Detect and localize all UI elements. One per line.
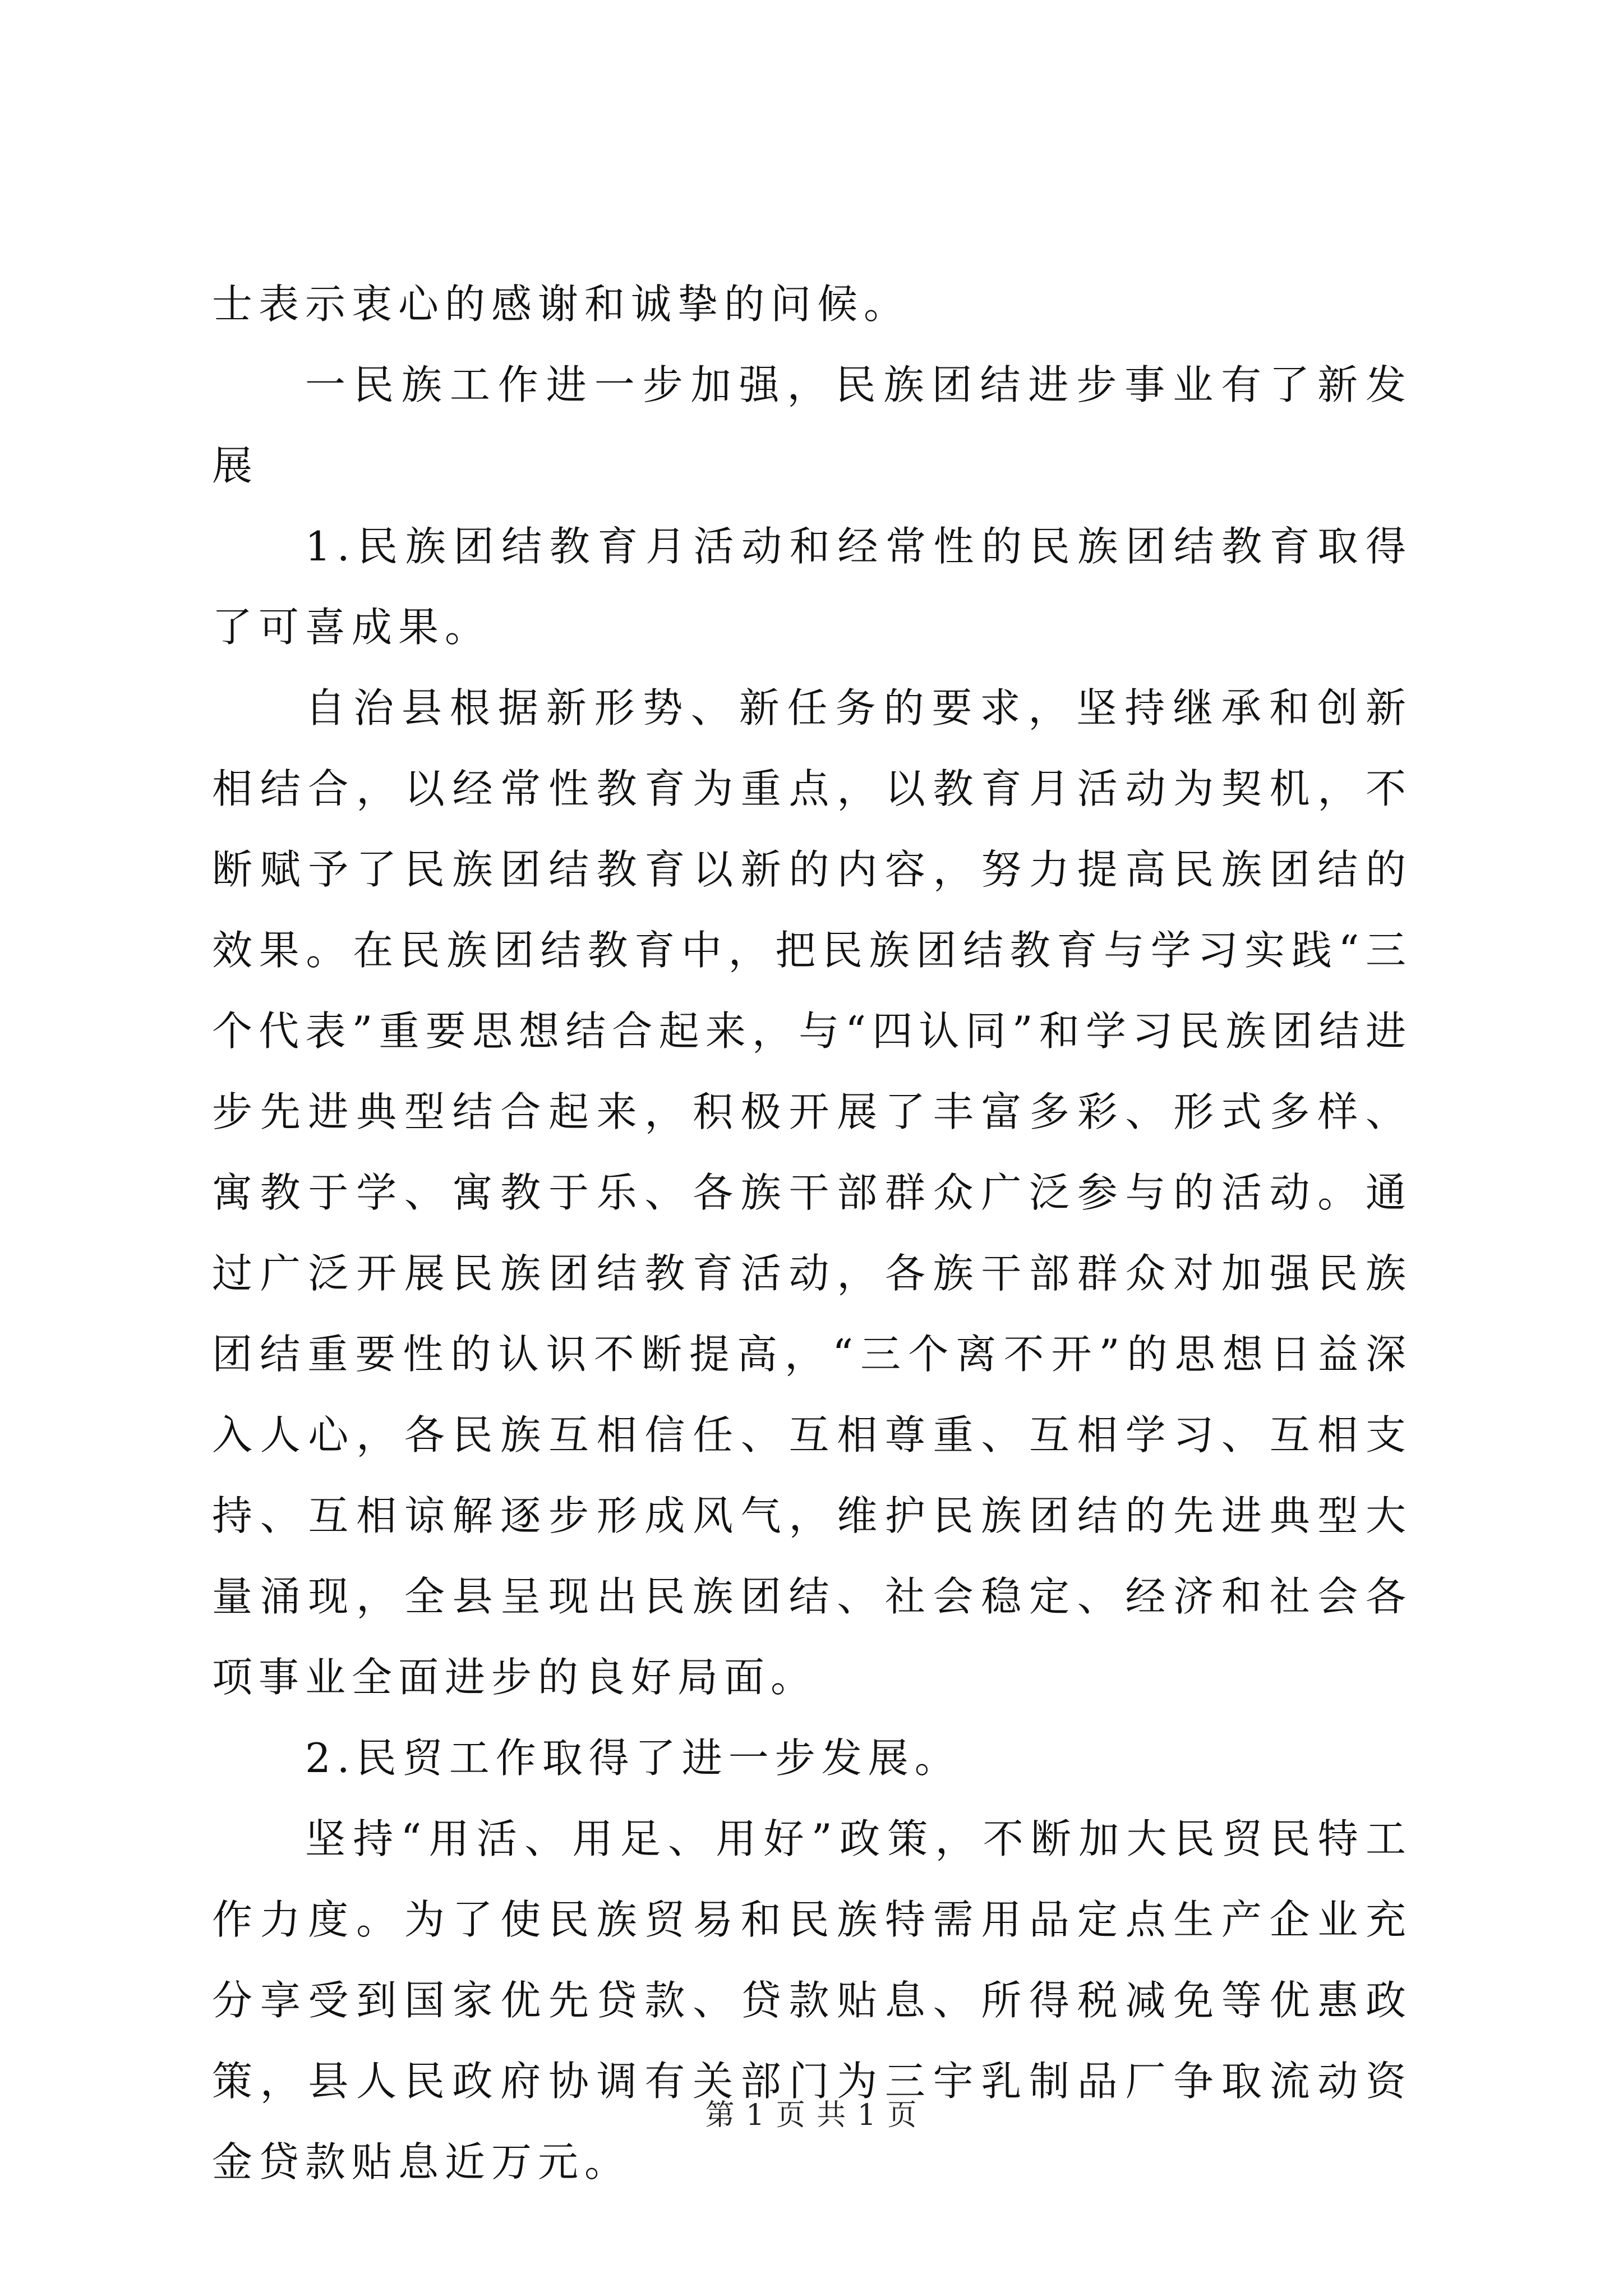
paragraph-continuation: 士表示衷心的感谢和诚挚的问候。: [212, 280, 911, 328]
section-heading: 一民族工作进一步加强，民族团结进步事业有了新发展: [212, 361, 1412, 489]
subsection-heading-1: 1.民族团结教育月活动和经常性的民族团结教育取得了可喜成果。: [212, 523, 1412, 651]
subsection-heading-2: 2.民贸工作取得了进一步发展。: [305, 1734, 961, 1782]
document-body: [212, 264, 1412, 2202]
paragraph-trade-policy: 坚持“用活、用足、用好”政策，不断加大民贸民特工作力度。为了使民族贸易和民族特需用品定点生产企业充分享受到国家优先贷款、贷款贴息、所得税减免等优惠政策，县人民政府协调有关部门为三宇乳制品厂争取流动资金贷款贴息近万元。: [212, 1815, 1412, 2185]
page-footer: 第 1 页 共 1 页: [705, 2099, 918, 2132]
paragraph-education: 自治县根据新形势、新任务的要求，坚持继承和创新相结合，以经常性教育为重点，以教育月活动为契机，不断赋予了民族团结教育以新的内容，努力提高民族团结的效果。在民族团结教育中，把民族团结教育与学习实践“三个代表”重要思想结合起来，与“四认同”和学习民族团结进步先进典型结合起来，积极开展了丰富多彩、形式多样、寓教于学、寓教于乐、各族干部群众广泛参与的活动。通过广泛开展民族团结教育活动，各族干部群众对加强民族团结重要性的认识不断提高，“三个离不开”的思想日益深入人心，各民族互相信任、互相尊重、互相学习、互相支持、互相谅解逐步形成风气，维护民族团结的先进典型大量涌现，全县呈现出民族团结、社会稳定、经济和社会各项事业全面进步的良好局面。: [212, 684, 1412, 1701]
